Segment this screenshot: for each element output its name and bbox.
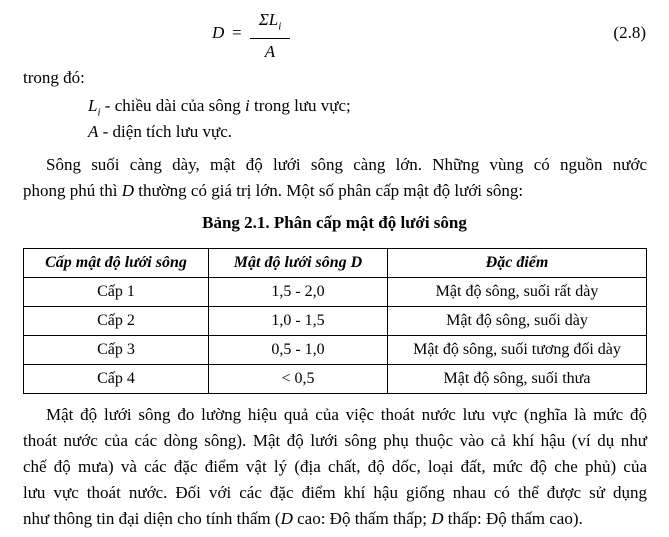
equation-lhs: D [212, 23, 225, 42]
fraction-bar [250, 38, 290, 39]
fraction-numerator: $\Sigma L_i$ [258, 10, 282, 33]
header-feature: Đặc điểm [388, 249, 647, 278]
para2-line5: như thông tin đại diện cho tính thấm (D cao: Độ thấm thấp; D thấp: Độ thấm cao). [23, 509, 583, 528]
para1-line1: Sông suối càng dày, mật độ lưới sông càng lớn. Những vùng có nguồn nước [46, 155, 647, 174]
cell-density: 1,5 - 2,0 [209, 278, 388, 307]
cell-level: Cấp 1 [24, 278, 209, 307]
table-row [24, 365, 647, 394]
cell-level: Cấp 3 [24, 336, 209, 365]
fraction-denominator: A [264, 42, 276, 62]
header-density: Mật độ lưới sông D [209, 249, 388, 278]
cell-feature: Mật độ sông, suối tương đối dày [388, 336, 647, 365]
cell-density: 0,5 - 1,0 [209, 336, 388, 365]
table-caption: Bảng 2.1. Phân cấp mật độ lưới sông [202, 213, 467, 232]
cell-density: < 0,5 [209, 365, 388, 394]
where-label: trong đó: [23, 68, 85, 87]
para2-line2: thoát nước của các dòng sông). Mật độ lưới sông phụ thuộc vào cả khí hậu (ví dụ như [23, 431, 647, 450]
cell-feature: Mật độ sông, suối dày [388, 307, 647, 336]
density-table [23, 248, 647, 394]
cell-feature: Mật độ sông, suối thưa [388, 365, 647, 394]
table-row [24, 336, 647, 365]
table-row [24, 278, 647, 307]
cell-density: 1,0 - 1,5 [209, 307, 388, 336]
definition-li: $L_i$ - chiều dài của sông i trong lưu vực; [88, 96, 351, 119]
para2-line4: lưu vực thoát nước. Đối với các đặc điểm khí hậu giống nhau có thể được sử dụng [23, 483, 647, 502]
para1-line2: phong phú thì D thường có giá trị lớn. Một số phân cấp mật độ lưới sông: [23, 181, 524, 200]
equation-fraction [250, 10, 290, 62]
table-header-row [24, 249, 647, 278]
table-row [24, 307, 647, 336]
cell-level: Cấp 2 [24, 307, 209, 336]
cell-level: Cấp 4 [24, 365, 209, 394]
para2-line3: chế độ mưa) và các đặc điểm vật lý (địa chất, độ dốc, loại đất, mức độ che phủ) của [23, 457, 647, 476]
equation-equals: = [232, 23, 242, 42]
para2-line1: Mật độ lưới sông đo lường hiệu quả của việc thoát nước lưu vực (nghĩa là mức độ [46, 405, 647, 424]
definition-a: A - diện tích lưu vực. [88, 122, 233, 141]
cell-feature: Mật độ sông, suối rất dày [388, 278, 647, 307]
equation-number: (2.8) [613, 23, 646, 42]
header-level: Cấp mật độ lưới sông [24, 249, 209, 278]
